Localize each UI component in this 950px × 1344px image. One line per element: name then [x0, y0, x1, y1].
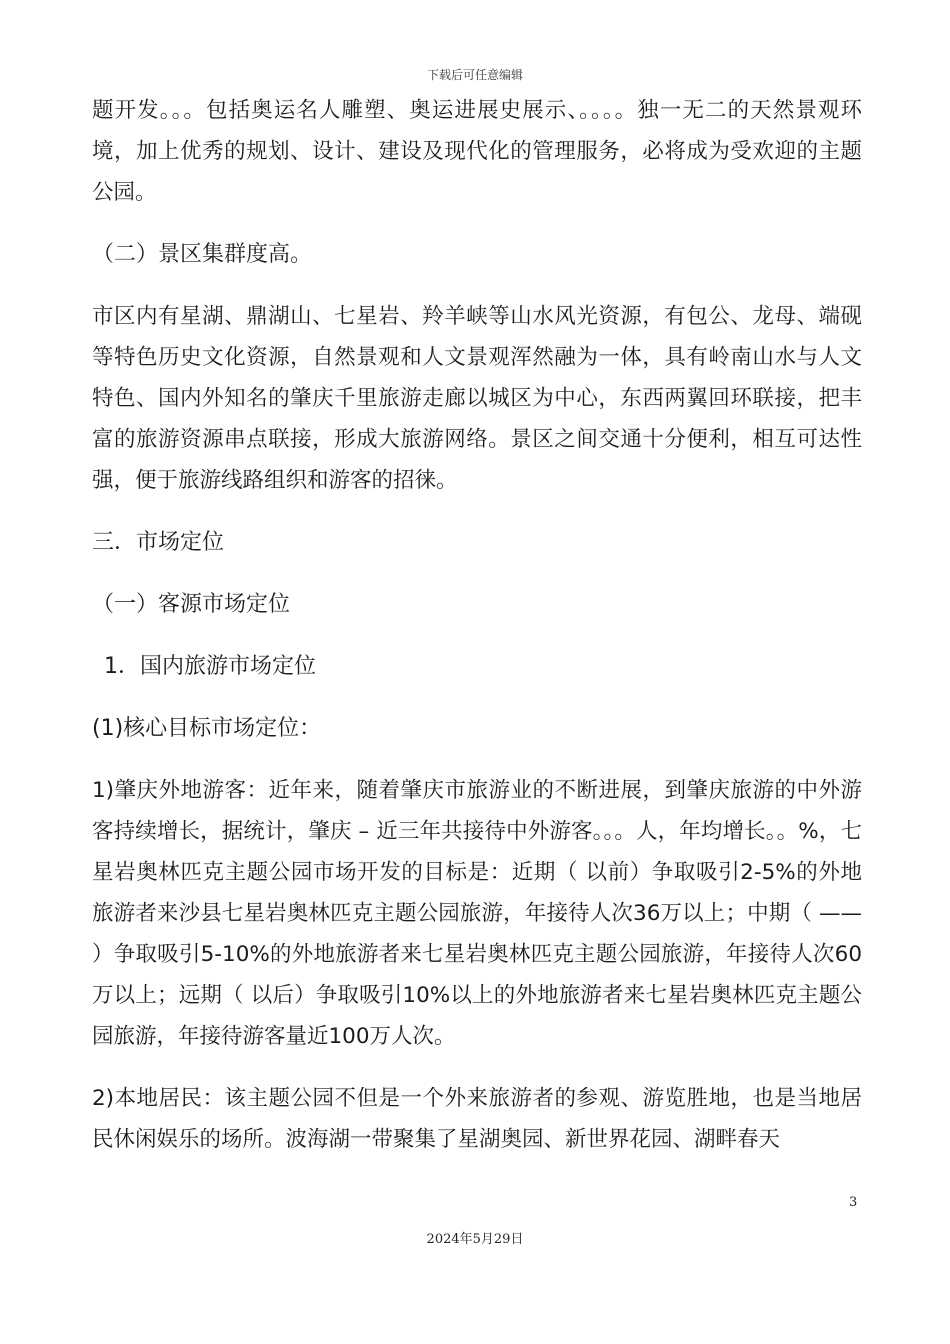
subheading-source-market: （一）客源市场定位	[92, 592, 291, 617]
paragraph-theme-development: 题开发。。。包括奥运名人雕塑、奥运进展史展示、。。。。独一无二的天然景观环境，加上优秀的规划、设计、建设及现代化的管理服务，必将成为受欢迎的主题公园。	[92, 98, 862, 205]
page-header: 下载后可任意编辑	[426, 68, 523, 82]
subheading-domestic-market: 1．国内旅游市场定位	[104, 654, 316, 679]
section-heading-market: 三．市场定位	[92, 530, 225, 555]
subheading-cluster: （二）景区集群度高。	[92, 242, 313, 267]
paragraph-scenic-resources: 市区内有星湖、鼎湖山、七星岩、羚羊峡等山水风光资源，有包公、龙母、端砚等特色历史文化资源，自然景观和人文景观浑然融为一体，具有岭南山水与人文特色、国内外知名的肇庆千里旅游走廊以城区为中心，东西两翼回环联接，把丰富的旅游资源串点联接，形成大旅游网络。景区之间交通十分便利，相互可达性强，便于旅游线路组织和游客的招徕。	[92, 304, 862, 493]
paragraph-local-residents: 2)本地居民：该主题公园不但是一个外来旅游者的参观、游览胜地，也是当地居民休闲娱乐的场所。波海湖一带聚集了星湖奥园、新世界花园、湖畔春天	[92, 1086, 862, 1152]
paragraph-outside-visitors: 1)肇庆外地游客：近年来，随着肇庆市旅游业的不断进展，到肇庆旅游的中外游客持续增长，据统计，肇庆 – 近三年共接待中外游客。。。人，年均增长。。%，七星岩奥林匹克主题公园市场开发的目标是：近期（ 以前）争取吸引2-5%的外地旅游者来沙县七星岩奥林匹克主题公园旅游，年接待人次36万以上；中期（ —— ）争取吸引5-10%的外地旅游者来七星岩奥林匹克主题公园旅游，年接待人次60万以上；远期（ 以后）争取吸引10%以上的外地旅游者来七星岩奥林匹克主题公园旅游，年接待游客量近100万人次。	[92, 778, 862, 1049]
document-body	[92, 90, 862, 1160]
page-number: 3	[849, 1195, 858, 1210]
subheading-core-target: (1)核心目标市场定位：	[92, 716, 322, 741]
footer-date: 2024年5月29日	[426, 1232, 524, 1247]
